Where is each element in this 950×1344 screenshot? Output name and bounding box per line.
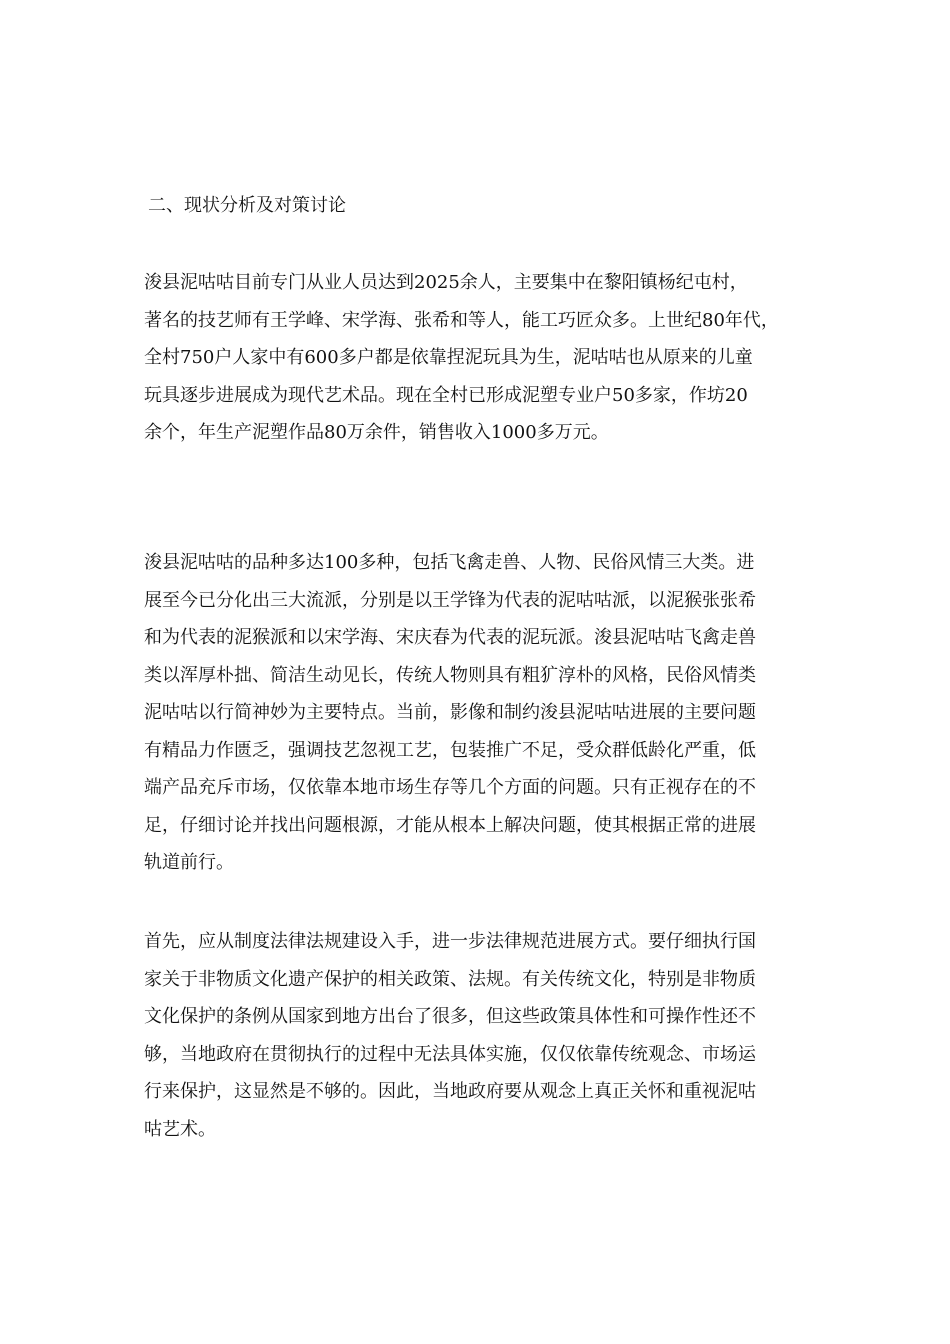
paragraph-line: 著名的技艺师有王学峰、宋学海、张希和等人，能工巧匠众多。上世纪80年代， (144, 309, 779, 331)
paragraph-varieties (144, 544, 824, 882)
paragraph-line: 浚县泥咕咕目前专门从业人员达到2025余人，主要集中在黎阳镇杨纪屯村， (144, 272, 748, 293)
paragraph-line: 展至今已分化出三大流派，分别是以王学锋为代表的泥咕咕派，以泥猴张张希 (144, 589, 756, 611)
paragraph-line: 轨道前行。 (144, 852, 234, 873)
paragraph-line: 文化保护的条例从国家到地方出台了很多，但这些政策具体性和可操作性还不 (144, 1006, 756, 1027)
section-heading: 二、现状分析及对策讨论 (148, 195, 346, 216)
paragraph-practitioners (144, 264, 824, 452)
paragraph-line: 泥咕咕以行简神妙为主要特点。当前，影像和制约浚县泥咕咕进展的主要问题 (144, 702, 756, 723)
paragraph-line: 余个，年生产泥塑作品80万余件，销售收入1000多万元。 (144, 422, 609, 443)
paragraph-line: 全村750户人家中有600多户都是依靠捏泥玩具为生，泥咕咕也从原来的儿童 (144, 347, 753, 368)
paragraph-policy (144, 923, 824, 1148)
paragraph-line: 和为代表的泥猴派和以宋学海、宋庆春为代表的泥玩派。浚县泥咕咕飞禽走兽 (144, 627, 756, 648)
paragraph-line: 够，当地政府在贯彻执行的过程中无法具体实施，仅仅依靠传统观念、市场运 (144, 1043, 756, 1065)
paragraph-line: 首先，应从制度法律法规建设入手，进一步法律规范进展方式。要仔细执行国 (144, 931, 756, 952)
paragraph-line: 玩具逐步进展成为现代艺术品。现在全村已形成泥塑专业户50多家，作坊20 (144, 384, 748, 406)
paragraph-line: 咕艺术。 (144, 1118, 216, 1140)
paragraph-line: 行来保护，这显然是不够的。因此，当地政府要从观念上真正关怀和重视泥咕 (144, 1081, 756, 1102)
paragraph-line: 浚县泥咕咕的品种多达100多种，包括飞禽走兽、人物、民俗风情三大类。进 (144, 552, 755, 573)
paragraph-line: 足，仔细讨论并找出问题根源，才能从根本上解决问题，使其根据正常的进展 (144, 814, 756, 836)
paragraph-line: 家关于非物质文化遗产保护的相关政策、法规。有关传统文化，特别是非物质 (144, 968, 756, 990)
paragraph-line: 有精品力作匮乏，强调技艺忽视工艺，包装推广不足，受众群低龄化严重，低 (144, 739, 756, 761)
paragraph-line: 端产品充斥市场，仅依靠本地市场生存等几个方面的问题。只有正视存在的不 (144, 777, 756, 798)
paragraph-line: 类以浑厚朴拙、简洁生动见长，传统人物则具有粗犷淳朴的风格，民俗风情类 (144, 664, 756, 686)
